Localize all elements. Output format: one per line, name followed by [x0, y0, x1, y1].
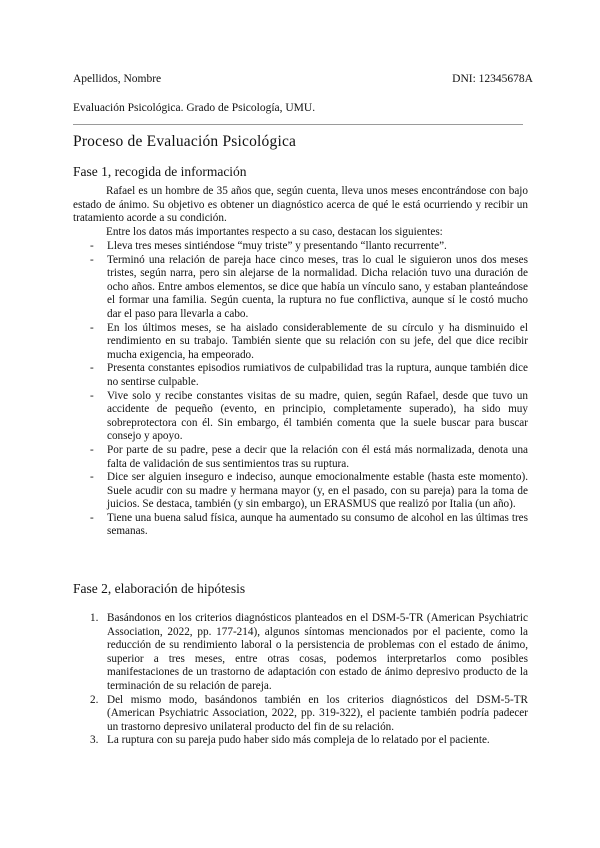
fase1-bullet-list [73, 240, 528, 539]
list-item [73, 612, 528, 694]
list-item: - Terminó una relación de pareja hace cinco meses, tras lo cual le siguieron unos dos meses tristes, según narra, pero sin alejarse de la normalidad. Dicha relación tuvo una duración de ocho años. Entre ambos elementos, se dice que había un vínculo sano, y estaban planteándose el formar una familia. Según cuenta, la ruptura no fue conflictiva, aunque sí le costó mucho dar el paso para llevarla a cabo. [73, 254, 528, 322]
item-number: 3. [90, 734, 99, 747]
list-item: - Dice ser alguien inseguro e indeciso, aunque emocionalmente estable (hasta este momento). Suele acudir con su madre y hermana mayor (y, en el pasado, con su pareja) para la toma de juicios. Se destaca, también (y sin embargo), un ERASMUS que realizó por Italia (un año). [73, 471, 528, 512]
list-item: - Lleva tres meses sintiéndose “muy triste” y presentando “llanto recurrente”. [73, 240, 528, 254]
item-text: Basándonos en los criterios diagnósticos planteados en el DSM-5-TR (American Psychiatric Association, 2022, pp. 177-214), algunos síntomas mencionados por el paciente, como la reducción de su rendimiento laboral o la persistencia de problemas con el estado de ánimo, superior a tres meses, entre otras cosas, podemos interpretarlos como posibles manifestaciones de un trastorno de adaptación con estado de ánimo depresivo producto de la terminación de su relación de pareja. [107, 612, 528, 692]
section-heading-fase1: Fase 1, recogida de información [73, 164, 247, 179]
item-text: Del mismo modo, basándonos también en los criterios diagnósticos del DSM-5-TR (American Psychiatric Association, 2022, pp. 319-322), el paciente también podría padecer un trastorno depresivo unilateral producto del fin de su relación. [107, 693, 528, 733]
section-heading-fase2: Fase 2, elaboración de hipótesis [73, 581, 246, 596]
item-number: 1. [90, 612, 99, 624]
header-line [73, 72, 533, 86]
header-divider [73, 124, 523, 125]
list-item: - Vive solo y recibe constantes visitas de su madre, quien, según Rafael, desde que tuvo un accidente de pequeño (evento, en principio, completamente superado), ha sido muy sobreprotectora con él. Sin embargo, él también comenta que la suele buscar para buscar consejo y apoyo. [73, 390, 528, 444]
student-name: Apellidos, Nombre [73, 73, 162, 85]
intro-paragraph: Rafael es un hombre de 35 años que, según cuenta, lleva unos meses encontrándose con bajo estado de ánimo. Su objetivo es obtener un diagnóstico acerca de qué le está ocurriendo y recibir un tratamiento acorde a su condición. [73, 185, 528, 225]
fase1-intro [73, 185, 528, 239]
list-item: - Tiene una buena salud física, aunque ha aumentado su consumo de alcohol en las últimas tres semanas. [73, 512, 528, 539]
list-item: - Por parte de su padre, pese a decir que la relación con él está más normalizada, denota una falta de validación de sus sentimientos tras su ruptura. [73, 444, 528, 471]
list-item: - Presenta constantes episodios rumiativos de culpabilidad tras la ruptura, aunque también dice no sentirse culpable. [73, 362, 528, 389]
list-item [73, 694, 528, 735]
list-item: - En los últimos meses, se ha aislado considerablemente de su círculo y ha disminuido el rendimiento en su trabajo. También siente que su relación con su jefe, del que dice recibir mucha exigencia, ha empeorado. [73, 322, 528, 363]
item-number: 2. [90, 693, 99, 706]
list-item [73, 734, 528, 748]
item-text: La ruptura con su pareja pudo haber sido más compleja de lo relatado por el paciente. [107, 734, 490, 747]
fase2-numbered-list [73, 612, 528, 748]
page-title: Proceso de Evaluación Psicológica [73, 133, 297, 150]
student-dni: DNI: 12345678A [452, 73, 533, 85]
course-subtitle: Evaluación Psicológica. Grado de Psicología, UMU. [73, 102, 316, 114]
intro-lead: Entre los datos más importantes respecto a su caso, destacan los siguientes: [106, 225, 443, 238]
